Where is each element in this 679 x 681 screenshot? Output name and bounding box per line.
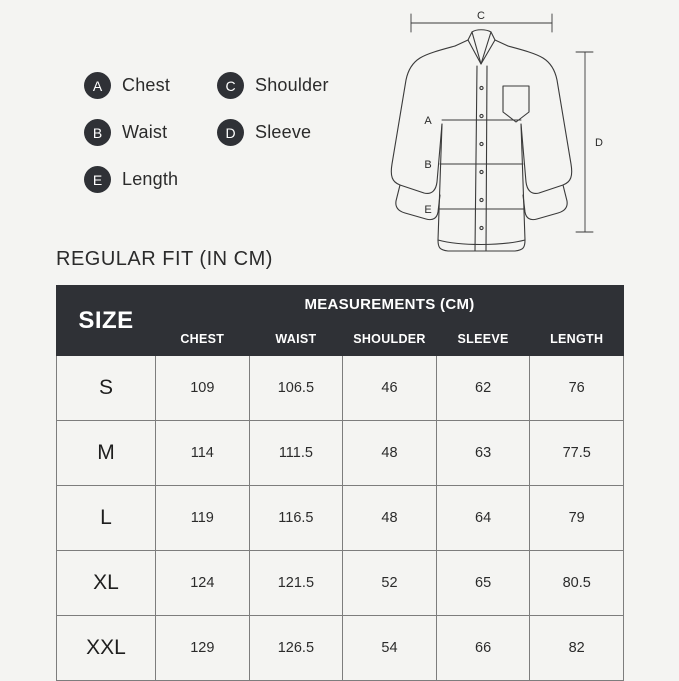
cell-xxl-waist: 126.5 [249, 616, 343, 681]
legend-item-waist [84, 119, 217, 146]
shirt-illustration-svg [380, 4, 670, 274]
cell-xxl-shoulder: 54 [343, 616, 437, 681]
cell-l-chest: 119 [156, 486, 250, 551]
header-shoulder: SHOULDER [343, 323, 437, 356]
header-measurements: MEASUREMENTS (CM) [156, 286, 624, 323]
diagram-marker-b: B [424, 159, 432, 171]
legend-item-sleeve [217, 119, 350, 146]
legend-badge-d: D [217, 119, 244, 146]
header-chest: CHEST [156, 323, 250, 356]
diagram-marker-d: D [595, 137, 603, 149]
table-head [57, 286, 624, 356]
cell-m-length: 77.5 [530, 421, 624, 486]
size-chart-table [56, 285, 624, 681]
legend-badge-e: E [84, 166, 111, 193]
legend-badge-a: A [84, 72, 111, 99]
header-sleeve: SLEEVE [436, 323, 530, 356]
cell-xl-waist: 121.5 [249, 551, 343, 616]
diagram-marker-c: C [477, 10, 485, 22]
row-size-l: L [57, 486, 156, 551]
cell-s-shoulder: 46 [343, 356, 437, 421]
cell-xxl-sleeve: 66 [436, 616, 530, 681]
header-size: SIZE [57, 286, 156, 356]
legend-label-sleeve: Sleeve [255, 122, 312, 142]
shirt-diagram [380, 4, 670, 274]
cell-xl-chest: 124 [156, 551, 250, 616]
table-row [57, 356, 624, 421]
cell-l-length: 79 [530, 486, 624, 551]
table-header-row-primary [57, 286, 624, 323]
row-size-s: S [57, 356, 156, 421]
cell-m-waist: 111.5 [249, 421, 343, 486]
table-row [57, 486, 624, 551]
legend-badge-b: B [84, 119, 111, 146]
cell-s-chest: 109 [156, 356, 250, 421]
table-row [57, 616, 624, 681]
legend-badge-c: C [217, 72, 244, 99]
cell-s-sleeve: 62 [436, 356, 530, 421]
diagram-marker-a: A [424, 115, 432, 127]
size-chart-table-wrapper [56, 285, 624, 681]
cell-s-length: 76 [530, 356, 624, 421]
row-size-xxl: XXL [57, 616, 156, 681]
legend-label-waist: Waist [122, 122, 168, 142]
cell-l-waist: 116.5 [249, 486, 343, 551]
cell-m-shoulder: 48 [343, 421, 437, 486]
row-size-m: M [57, 421, 156, 486]
legend-label-shoulder: Shoulder [255, 75, 329, 95]
diagram-marker-e: E [424, 204, 432, 216]
header-length: LENGTH [530, 323, 624, 356]
table-body [57, 356, 624, 681]
legend-row [84, 119, 374, 146]
row-size-xl: XL [57, 551, 156, 616]
cell-xl-sleeve: 65 [436, 551, 530, 616]
measurement-legend [84, 72, 374, 213]
table-row [57, 551, 624, 616]
legend-item-shoulder [217, 72, 350, 99]
cell-xl-length: 80.5 [530, 551, 624, 616]
cell-xl-shoulder: 52 [343, 551, 437, 616]
cell-xxl-chest: 129 [156, 616, 250, 681]
legend-row [84, 72, 374, 99]
legend-item-chest [84, 72, 217, 99]
cell-m-sleeve: 63 [436, 421, 530, 486]
cell-l-sleeve: 64 [436, 486, 530, 551]
fit-title: REGULAR FIT (IN CM) [56, 248, 273, 270]
cell-xxl-length: 82 [530, 616, 624, 681]
legend-row [84, 166, 374, 193]
legend-label-length: Length [122, 169, 179, 189]
legend-item-length [84, 166, 217, 193]
legend-label-chest: Chest [122, 75, 171, 95]
header-waist: WAIST [249, 323, 343, 356]
cell-l-shoulder: 48 [343, 486, 437, 551]
cell-s-waist: 106.5 [249, 356, 343, 421]
cell-m-chest: 114 [156, 421, 250, 486]
table-row [57, 421, 624, 486]
